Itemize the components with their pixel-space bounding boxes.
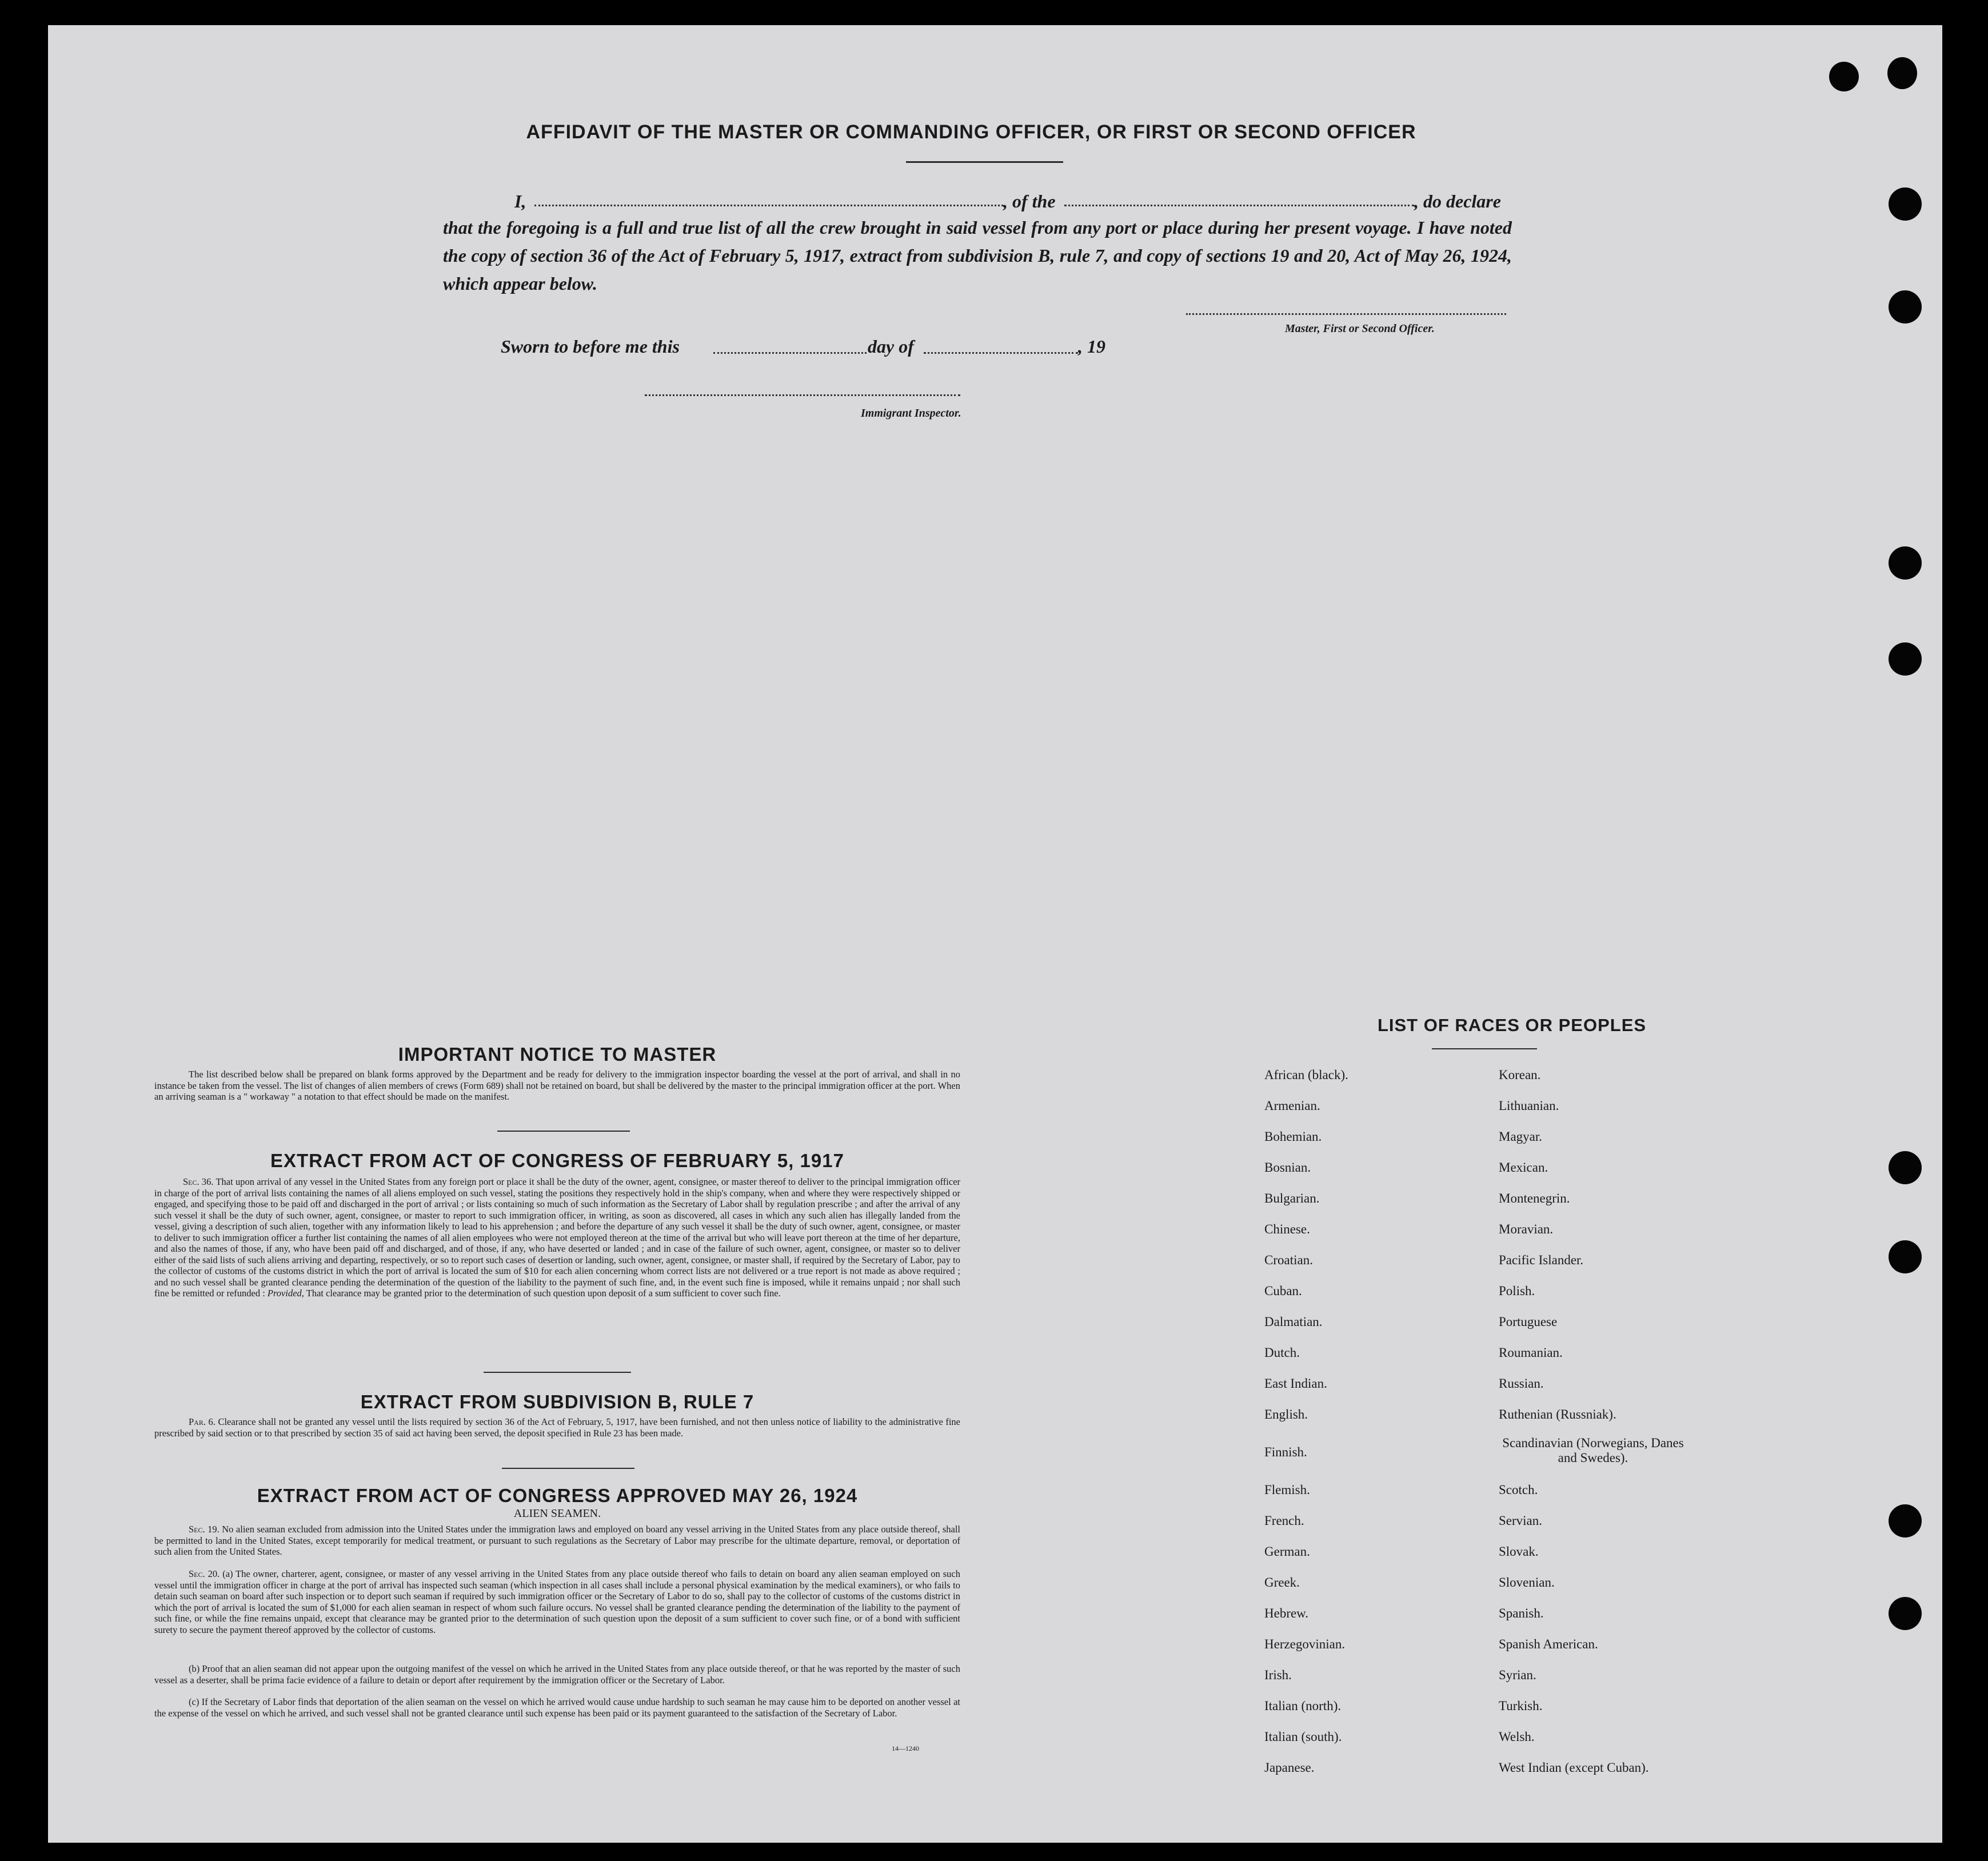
- sworn-day-of: day of: [868, 336, 914, 357]
- race-item: Scandinavian (Norwegians, Danes and Swedes).: [1502, 1436, 1684, 1465]
- race-item: Scotch.: [1499, 1483, 1538, 1497]
- divider: [1432, 1048, 1537, 1049]
- race-item: Japanese.: [1264, 1760, 1315, 1775]
- punch-hole: [1829, 62, 1859, 91]
- extract-1917-title: EXTRACT FROM ACT OF CONGRESS OF FEBRUARY 5, 1917: [270, 1150, 844, 1171]
- divider: [484, 1372, 631, 1373]
- race-item: East Indian.: [1264, 1376, 1327, 1391]
- race-item: Armenian.: [1264, 1099, 1320, 1113]
- race-item: Montenegrin.: [1499, 1191, 1570, 1205]
- race-item: Irish.: [1264, 1668, 1292, 1682]
- race-item: West Indian (except Cuban).: [1499, 1760, 1649, 1775]
- races-title: LIST OF RACES OR PEOPLES: [1377, 1015, 1647, 1035]
- race-item: Slovenian.: [1499, 1575, 1555, 1590]
- race-item: Polish.: [1499, 1284, 1535, 1298]
- race-item: Roumanian.: [1499, 1345, 1563, 1360]
- race-item: Portuguese: [1499, 1315, 1558, 1329]
- punch-hole: [1889, 1240, 1922, 1273]
- race-item: Lithuanian.: [1499, 1099, 1559, 1113]
- section-19-text: Sec. 19. No alien seaman excluded from admission into the United States under the immigration laws and employed on board any vessel arriving in the United States from any place outside thereof, shall be permitted to land in the United States, except temporarily for medical treatment, or pursuant to such regulations as the Secretary of Labor may prescribe for the ultimate departure, removal, or deportation of such alien from the United States.: [154, 1524, 961, 1557]
- race-item: Magyar.: [1499, 1129, 1543, 1144]
- extract-rule7-title: EXTRACT FROM SUBDIVISION B, RULE 7: [360, 1391, 755, 1412]
- race-item: French.: [1264, 1513, 1304, 1528]
- sworn-month-blank[interactable]: [924, 352, 1078, 354]
- form-number: 14—1240: [892, 1744, 919, 1752]
- extract-1917-text: Sec. 36. That upon arrival of any vessel in the United States from any foreign port or place it shall be the duty of the owner, agent, consignee, or master thereof to deliver to the principal immigration officer in charge of the port of arrival lists containing the names of all aliens employed on such vessel, stating the positions they respectively hold in the ship's company, when and where they were respectively shipped or engaged, and specifying those to be paid off and discharged in the port of arrival ; or lists containing so much of such information as the Secretary of Labor shall by regulation prescribe ; and after the arrival of any such vessel it shall be the duty of such owner, agent, consignee, or master to report to such immigration officer, in writing, as soon as discovered, all cases in which any such alien has illegally landed from the vessel, giving a description of such alien, together with any information likely to lead to his apprehension ; and before the departure of any such vessel it shall be the duty of such owner, agent, consignee, or master to deliver to such immigration officer a further list containing the names of all alien employees who were not employed thereon at the time of the arrival but who will leave port thereon at the time of her departure, and also the names of those, if any, who have been paid off and discharged, and of those, if any, who have deserted or landed ; and in case of the failure of such owner, agent, consignee, or master so to deliver either of the said lists of such aliens arriving and departing, respectively, or so to report such cases of desertion or landing, such owner, agent, consignee, or master shall, if required by the Secretary of Labor, pay to the collector of customs of the customs district in which the port of arrival is located the sum of $10 for each alien concerning whom correct lists are not delivered or a true report is not made as above required ; and no such vessel shall be granted clearance pending the determination of the question of the liability to the payment of such fine, and, in the event such fine is imposed, while it remains unpaid ; nor shall such fine be remitted or refunded : Provided, That clearance may be granted prior to the determination of such question upon deposit of a sum sufficient to cover such fine.: [154, 1176, 961, 1299]
- notice-text: The list described below shall be prepared on blank forms approved by the Department and be ready for delivery to the immigration inspector boarding the vessel at the port of arrival, and shall in no instance be taken from the vessel. The list of changes of alien members of crews (Form 689) shall not be retained on board, but shall be delivered by the master to the principal immigration officer at the port. When an arriving seaman is a " workaway " a notation to that effect should be made on the manifest.: [154, 1069, 960, 1102]
- affidavit-title: AFFIDAVIT OF THE MASTER OR COMMANDING OFFICER, OR FIRST OR SECOND OFFICER: [526, 121, 1416, 143]
- name-blank[interactable]: [534, 205, 1003, 206]
- notice-title: IMPORTANT NOTICE TO MASTER: [398, 1044, 717, 1065]
- affidavit-i: I,: [514, 191, 526, 211]
- race-item: Croatian.: [1264, 1253, 1313, 1267]
- sworn-text: Sworn to before me this: [501, 336, 680, 357]
- sworn-year: , 19: [1078, 336, 1105, 357]
- race-item: African (black).: [1264, 1068, 1348, 1082]
- race-item: Herzegovinian.: [1264, 1637, 1346, 1651]
- race-item: Syrian.: [1499, 1668, 1536, 1682]
- race-item: Korean.: [1499, 1068, 1541, 1082]
- race-item: Welsh.: [1499, 1730, 1535, 1744]
- race-item: Servian.: [1499, 1513, 1543, 1528]
- race-item: Italian (north).: [1264, 1699, 1342, 1713]
- race-item: Italian (south).: [1264, 1730, 1342, 1744]
- race-item: Bosnian.: [1264, 1160, 1311, 1175]
- punch-hole: [1889, 1504, 1922, 1537]
- section-20c-text: (c) If the Secretary of Labor finds that deportation of the alien seaman on the vessel on which he arrived would cause undue hardship to such seaman he may cause him to be deported on another vessel at the expense of the vessel on which he arrived, and such vessel shall not be granted clearance until such expense has been paid or its payment guaranteed to the satisfaction of the Secretary of Labor.: [154, 1696, 960, 1719]
- race-item: Chinese.: [1264, 1222, 1310, 1236]
- race-item: Bulgarian.: [1264, 1191, 1320, 1205]
- race-item: Bohemian.: [1264, 1129, 1322, 1144]
- punch-hole: [1889, 290, 1922, 324]
- inspector-signature-line[interactable]: [645, 394, 960, 396]
- master-signature-label: Master, First or Second Officer.: [1285, 322, 1435, 335]
- punch-hole: [1889, 546, 1922, 580]
- affidavit-of-the: , of the: [1003, 191, 1056, 211]
- section-20a-text: Sec. 20. (a) The owner, charterer, agent, consignee, or master of any vessel arriving in the United States from any place outside thereof who fails to detain on board any alien seaman employed on such vessel until the immigration officer in charge at the port of arrival has inspected such seaman (which inspection in all cases shall include a personal physical examination by the medical examiners), or who fails to detain such seaman on board after such inspection or to deport such seaman if required by such immigration officer or the Secretary of Labor to do so, shall pay to the collector of customs of the customs district in which the port of arrival is located the sum of $1,000 for each alien seaman in respect of whom such failure occurs. No vessel shall be granted clearance pending the determination of the liability to the payment of such fine, or while the fine remains unpaid, except that clearance may be granted prior to the determination of such question upon the deposit of a sum sufficient to cover such fine, or of a bond with sufficient surety to secure the payment thereof approved by the collector of customs.: [154, 1568, 960, 1635]
- divider: [502, 1468, 634, 1469]
- inspector-signature-label: Immigrant Inspector.: [861, 407, 961, 420]
- race-item: Ruthenian (Russniak).: [1499, 1407, 1616, 1421]
- punch-hole: [1889, 642, 1922, 676]
- race-item: Spanish American.: [1499, 1637, 1598, 1651]
- race-item: Greek.: [1264, 1575, 1300, 1590]
- race-item: English.: [1264, 1407, 1308, 1421]
- race-item: Russian.: [1499, 1376, 1544, 1391]
- sworn-day-blank[interactable]: [713, 352, 867, 354]
- alien-seamen-subtitle: ALIEN SEAMEN.: [513, 1507, 601, 1520]
- race-item: Pacific Islander.: [1499, 1253, 1584, 1267]
- race-item: Dalmatian.: [1264, 1315, 1323, 1329]
- extract-rule7-text: Par. 6. Clearance shall not be granted any vessel until the lists required by section 36 of the Act of February, 5, 1917, have been furnished, and not then unless notice of liability to the administrative fine prescribed by said section or to that prescribed by section 35 of said act having been served, the deposit specified in Rule 23 has been made.: [154, 1416, 960, 1439]
- divider: [906, 161, 1063, 163]
- race-item: Dutch.: [1264, 1345, 1300, 1360]
- race-item: Finnish.: [1264, 1445, 1307, 1459]
- punch-hole: [1887, 57, 1917, 89]
- vessel-blank[interactable]: [1064, 205, 1414, 206]
- race-item: German.: [1264, 1544, 1310, 1559]
- race-item: Moravian.: [1499, 1222, 1554, 1236]
- race-item: Hebrew.: [1264, 1606, 1309, 1620]
- race-item: Cuban.: [1264, 1284, 1302, 1298]
- race-item: Flemish.: [1264, 1483, 1310, 1497]
- extract-1924-title: EXTRACT FROM ACT OF CONGRESS APPROVED MAY 26, 1924: [257, 1485, 858, 1506]
- race-item: Turkish.: [1499, 1699, 1543, 1713]
- race-item: Spanish.: [1499, 1606, 1544, 1620]
- punch-hole: [1889, 1597, 1922, 1630]
- affidavit-declare: , do declare: [1414, 191, 1501, 211]
- punch-hole: [1889, 1151, 1922, 1184]
- section-20b-text: (b) Proof that an alien seaman did not appear upon the outgoing manifest of the vessel on which he arrived in the United States from any place outside thereof, or that he was reported by the master of such vessel as a deserter, shall be prima facie evidence of a failure to detain or deport after requirement by the immigration officer or the Secretary of Labor.: [154, 1663, 960, 1686]
- divider: [497, 1131, 630, 1132]
- race-item: Mexican.: [1499, 1160, 1548, 1175]
- race-item: Slovak.: [1499, 1544, 1539, 1559]
- affidavit-body: that the foregoing is a full and true list of all the crew brought in said vessel from any port or place during her present voyage. I have noted the copy of section 36 of the Act of February 5, 1917, extract from subdivision B, rule 7, and copy of sections 19 and 20, Act of May 26, 1924, which appear below.: [443, 217, 1512, 294]
- punch-hole: [1889, 187, 1922, 221]
- master-signature-line[interactable]: [1186, 313, 1506, 315]
